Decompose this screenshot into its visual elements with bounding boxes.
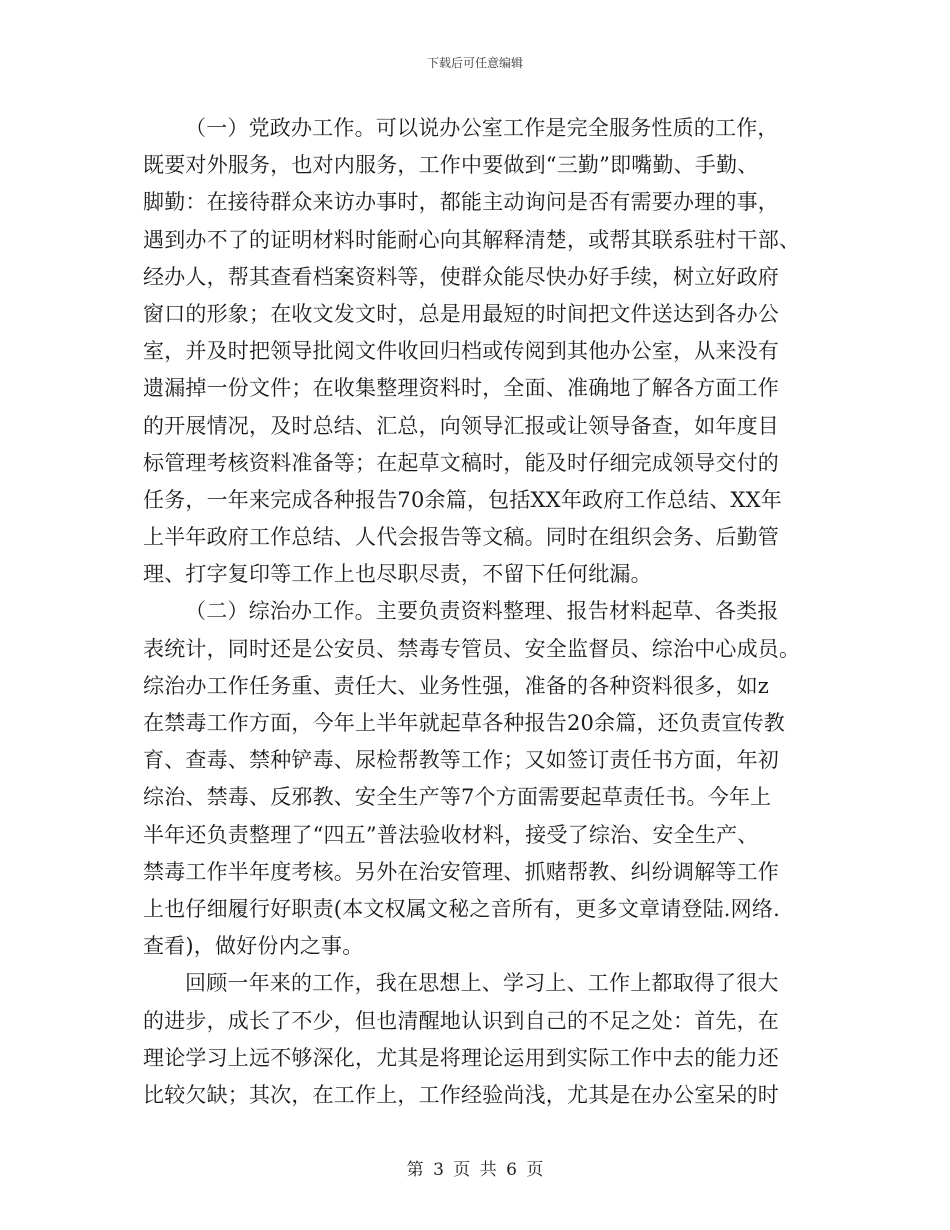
text-line: 上也仔细履行好职责(本文权属文秘之音所有，更多文章请登陆.网络. [143,896,780,921]
paragraph-party-office [143,110,813,593]
text-line: 既要对外服务，也对内服务，工作中要做到“三勤”即嘴勤、手勤、 [143,153,759,178]
text-line: （一）党政办工作。可以说办公室工作是完全服务性质的工作， [185,116,779,140]
document-body [143,110,813,1114]
text-line: 窗口的形象；在收文发文时，总是用最短的时间把文件送达到各办公 [143,301,779,326]
text-line: 综治、禁毒、反邪教、安全生产等7个方面需要起草责任书。今年上 [143,785,772,810]
text-line: （二）综治办工作。主要负责资料整理、报告材料起草、各类报 [185,599,779,624]
page-number-footer: 第 3 页 共 6 页 [406,1160,544,1180]
text-line: 室，并及时把领导批阅文件收回归档或传阅到其他办公室，从来没有 [143,339,779,364]
text-line: 经办人，帮其查看档案资料等，使群众能尽快办好手续，树立好政府 [143,264,779,289]
text-line: 查看)，做好份内之事。 [143,934,364,959]
text-line: 禁毒工作半年度考核。另外在治安管理、抓赌帮教、纠纷调解等工作 [143,859,779,884]
text-line: 比较欠缺；其次，在工作上，工作经验尚浅，尤其是在办公室呆的时 [143,1082,779,1107]
text-line: 上半年政府工作总结、人代会报告等文稿。同时在组织会务、后勤管 [143,525,779,550]
text-line: 理论学习上远不够深化，尤其是将理论运用到实际工作中去的能力还 [143,1045,779,1070]
text-line: 在禁毒工作方面，今年上半年就起草各种报告20余篇，还负责宣传教 [143,711,785,735]
text-line: 遇到办不了的证明材料时能耐心向其解释清楚，或帮其联系驻村干部、 [143,227,801,252]
text-line: 的进步，成长了不少，但也清醒地认识到自己的不足之处：首先，在 [143,1008,779,1033]
page-header-note: 下载后可任意编辑 [426,56,523,70]
text-line: 的开展情况，及时总结、汇总，向领导汇报或让领导备查，如年度目 [143,413,779,438]
paragraph-comprehensive-office [143,593,813,965]
text-line: 理、打字复印等工作上也尽职尽责，不留下任何纰漏。 [143,562,652,587]
text-line: 标管理考核资料准备等；在起草文稿时，能及时仔细完成领导交付的 [143,450,779,475]
text-line: 表统计，同时还是公安员、禁毒专管员、安全监督员、综治中心成员。 [143,636,801,661]
text-line: 脚勤：在接待群众来访办事时，都能主动询问是否有需要办理的事， [143,190,779,215]
text-line: 任务，一年来完成各种报告70余篇，包括XX年政府工作总结、XX年 [143,487,782,512]
text-line: 综治办工作任务重、责任大、业务性强，准备的各种资料很多，如z [143,673,770,698]
paragraph-review [143,965,813,1114]
text-line: 半年还负责整理了“四五”普法验收材料，接受了综治、安全生产、 [143,822,759,847]
text-line: 育、查毒、禁种铲毒、尿检帮教等工作；又如签订责任书方面，年初 [143,748,779,773]
text-line: 回顾一年来的工作，我在思想上、学习上、工作上都取得了很大 [185,971,779,996]
text-line: 遗漏掉一份文件；在收集整理资料时，全面、准确地了解各方面工作 [143,376,779,401]
